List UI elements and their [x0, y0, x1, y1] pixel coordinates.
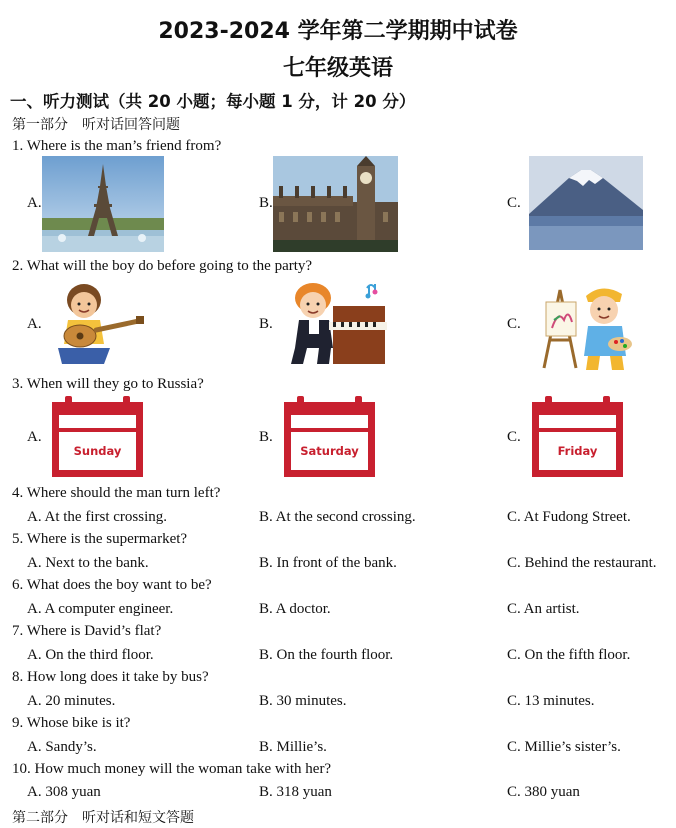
q6-option-a: A. A computer engineer.	[27, 601, 174, 617]
q1-option-b-label: B.	[259, 195, 273, 211]
eiffel-tower-image	[42, 156, 164, 252]
calendar-friday-text: Friday	[557, 444, 598, 458]
calendar-sunday-text: Sunday	[73, 444, 122, 458]
question-1: 1. Where is the man’s friend from?	[12, 138, 222, 154]
q7-option-b: B. On the fourth floor.	[259, 647, 394, 663]
question-8: 8. How long does it take by bus?	[12, 669, 209, 685]
q9-option-c: C. Millie’s sister’s.	[507, 739, 621, 755]
q2-option-b-label: B.	[259, 316, 273, 332]
question-3: 3. When will they go to Russia?	[12, 376, 204, 392]
q1-option-c-label: C.	[507, 195, 521, 211]
q10-option-c: C. 380 yuan	[507, 784, 580, 800]
q5-option-a: A. Next to the bank.	[27, 555, 149, 571]
q3-option-b-label: B.	[259, 429, 273, 445]
question-9: 9. Whose bike is it?	[12, 715, 131, 731]
question-6: 6. What does the boy want to be?	[12, 577, 212, 593]
q8-option-c: C. 13 minutes.	[507, 693, 595, 709]
q2-option-c-label: C.	[507, 316, 521, 332]
calendar-saturday-icon	[283, 396, 376, 478]
q9-option-b: B. Millie’s.	[259, 739, 327, 755]
part1-label: 第一部分 听对话回答问题	[12, 117, 180, 133]
q5-option-b: B. In front of the bank.	[259, 555, 397, 571]
q7-option-c: C. On the fifth floor.	[507, 647, 631, 663]
q7-option-a: A. On the third floor.	[27, 647, 154, 663]
q4-option-c: C. At Fudong Street.	[507, 509, 631, 525]
q3-option-c-label: C.	[507, 429, 521, 445]
q2-option-a-label: A.	[27, 316, 42, 332]
boy-painting-image	[530, 280, 642, 372]
question-5: 5. Where is the supermarket?	[12, 531, 188, 547]
q1-option-a-label: A.	[27, 195, 42, 211]
question-10: 10. How much money will the woman take with her?	[12, 761, 332, 777]
question-2: 2. What will the boy do before going to the party?	[12, 258, 313, 274]
section-heading: 一、听力测试（共 20 小题；每小题 1 分，计 20 分）	[10, 92, 416, 111]
calendar-sunday-icon	[51, 396, 144, 478]
q3-option-a-label: A.	[27, 429, 42, 445]
q8-option-b: B. 30 minutes.	[259, 693, 347, 709]
part2-label: 第二部分 听对话和短文答题	[12, 810, 194, 826]
calendar-friday-icon	[531, 396, 624, 478]
exam-title: 2023-2024 学年第二学期期中试卷	[158, 19, 518, 44]
q4-option-a: A. At the first crossing.	[27, 509, 167, 525]
mount-fuji-image	[529, 156, 643, 250]
question-4: 4. Where should the man turn left?	[12, 485, 221, 501]
q10-option-b: B. 318 yuan	[259, 784, 332, 800]
big-ben-image	[273, 156, 398, 252]
boy-playing-guitar-image	[44, 278, 148, 370]
q6-option-b: B. A doctor.	[259, 601, 331, 617]
q10-option-a: A. 308 yuan	[27, 784, 101, 800]
calendar-saturday-text: Saturday	[300, 444, 359, 458]
q4-option-b: B. At the second crossing.	[259, 509, 416, 525]
q8-option-a: A. 20 minutes.	[27, 693, 116, 709]
boy-playing-piano-image	[289, 278, 389, 370]
question-7: 7. Where is David’s flat?	[12, 623, 162, 639]
exam-subtitle: 七年级英语	[282, 56, 393, 81]
q6-option-c: C. An artist.	[507, 601, 580, 617]
q9-option-a: A. Sandy’s.	[27, 739, 97, 755]
q5-option-c: C. Behind the restaurant.	[507, 555, 657, 571]
